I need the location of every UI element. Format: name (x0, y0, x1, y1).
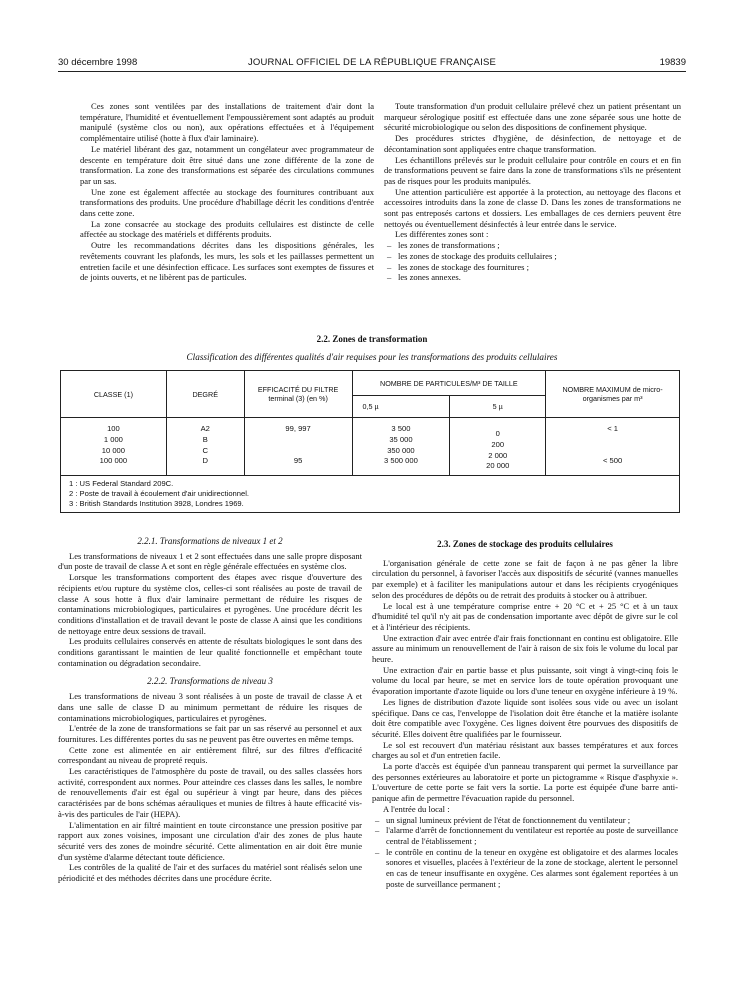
paragraph: La zone consacrée au stockage des produits cellulaires est distincte de celle affectée au stockage des matériels et différents produits. (80, 218, 374, 240)
list-item: – les zones de stockage des produits cellulaires ; (384, 251, 681, 262)
list-item: – le contrôle en continu de la teneur en oxygène est obligatoire et des alarmes locales sonores et visuelles, placées à l'extérieur de la zone de stockage, alertent le personnel en cas de teneur insuffisante en oxygène. Ces alarmes sont également reportées à un poste de surveillance permanent ; (372, 847, 678, 890)
table-cell: 20 000 (486, 461, 510, 471)
header-page-number: 19839 (659, 57, 686, 68)
header-efficacite: EFFICACITÉ DU FILTRE terminal (3) (en %) (244, 371, 352, 418)
table-cell: 200 (491, 439, 505, 449)
table-cell: 35 000 (389, 434, 413, 444)
header-date: 30 décembre 1998 (58, 57, 138, 68)
table-cell: 1 000 (103, 434, 123, 444)
paragraph: Les échantillons prélevés sur le produit cellulaire pour contrôle en cours et en fin de transformations peuvent se faire dans la zone de transformations s'ils ne présentent pas de risques pour les produits manipulés. (384, 154, 681, 186)
list-item: – les zones de transformations ; (384, 240, 681, 251)
table-cell: < 1 (607, 424, 618, 433)
header-micro-organismes: NOMBRE MAXIMUM de micro-organismes par m³ (546, 371, 680, 418)
column-degre (166, 418, 244, 476)
paragraph: Le local est à une température comprise entre + 20 °C et + 25 °C et à un taux d'humidité tel qu'il n'y ait pas de condensation importante avec dépôt de givre sur le col et à l'intérieur des récipients. (372, 600, 678, 632)
paragraph: Une extraction d'air avec entrée d'air frais fonctionnant en continu est obligatoire. Elle assure au minimum un renouvellement de l'air à raison de six fois le volume du local par heure. (372, 632, 678, 665)
paragraph: L'alimentation en air filtré maintient en toute circonstance une pression positive par rapport aux zones voisines, imposant une circulation d'air des zones de plus haute sécurité vers des zones de moindre sécurité. Cette alimentation en air doit être munie d'un système d'alarme détectant toute déficience. (58, 819, 362, 862)
table-cell: 350 000 (387, 445, 415, 455)
paragraph: Lorsque les transformations comportent des étapes avec risque d'ouverture des récipients et/ou rupture du système clos, celles-ci sont réalisées au poste de travail de classe A sous hotte à flux d'air laminaire permettant de réduire les risques de contaminations microbiologiques, particulaires et pyrogènes. Une procédure décrit les conditions d'installation et de travail devant le poste de classe A ainsi que les conditions de nettoyage entre deux sessions de travail. (58, 572, 362, 636)
paragraph: Les produits cellulaires conservés en attente de résultats biologiques le sont dans des conditions garantissant le maintien de leur qualité fonctionnelle et empêchant toute contamination ou dégradation secondaire. (58, 636, 362, 668)
paragraph: Ces zones sont ventilées par des installations de traitement d'air dont la température, l'humidité et éventuellement l'empoussièrement sont adaptés au produit manipulé (système clos ou non), aux opérations effectuées et à l'équipement complémentaire utilisé (hotte à flux d'air laminaire). (80, 101, 374, 144)
table-cell: 2 000 (488, 450, 508, 460)
paragraph: Toute transformation d'un produit cellulaire prélevé chez un patient présentant un marqueur sérologique positif est effectuée dans une zone séparée sous une hotte de sécurité microbiologique ou selon des dispositions de confinement physique. (384, 101, 681, 133)
list-item: – les zones annexes. (384, 272, 681, 283)
bottom-right-column (372, 539, 678, 890)
bottom-left-column (58, 536, 362, 884)
paragraph: A l'entrée du local : (383, 803, 450, 814)
paragraph: Une extraction d'air en partie basse et plus puissante, soit vingt à vingt-cinq fois le volume du local par heure, se met en service lors de toute opération provoquant une évaporation importante d'azote liquide ou lors d'une teneur en oxygène inférieure à 19 %. (372, 664, 678, 697)
table-cell: B (202, 434, 208, 444)
subsection-title-222: 2.2.2. Transformations de niveau 3 (147, 676, 273, 687)
paragraph: Cette zone est alimentée en air entièrement filtré, sur des filtres d'efficacité correspondant au niveau de propreté requis. (58, 744, 362, 766)
paragraph: Les caractéristiques de l'atmosphère du poste de travail, ou des salles classées hors activité, correspondent aux normes. Pour atteindre ces classes dans les salles, le nombre de renouvellements d'air est égal ou supérieur à vingt par heure, dans des pièces caractérisées par de bons schémas aérauliques et munies de filtres à haute efficacité vis-à-vis des particules de l'air (HEPA). (58, 766, 362, 819)
table-note: 1 : US Federal Standard 209C. (69, 479, 174, 488)
table-cell: C (202, 445, 208, 455)
table-note: 2 : Poste de travail à écoulement d'air unidirectionnel. (69, 489, 250, 498)
column-classe (61, 418, 167, 476)
air-quality-table (60, 370, 680, 513)
paragraph: L'entrée de la zone de transformations se fait par un sas réservé au personnel et aux fournitures. Les différentes portes du sas ne peuvent pas être ouvertes en même temps. (58, 723, 362, 744)
column-micro-organismes (546, 418, 680, 476)
paragraph: L'organisation générale de cette zone se fait de façon à ne pas gêner la libre circulation du personnel, à favoriser l'accès aux dispositifs de sécurité (vannes manuelles par exemple) et à faciliter les manipulations autour et dans les récipients cryogéniques selon des procédures de dépôts ou de retrait des produits à stocker ou à attribuer. (372, 557, 678, 600)
table-cell: D (202, 456, 208, 466)
header-particules-5: 5 µ (450, 396, 546, 418)
table-cell: A2 (200, 424, 210, 433)
subsection-title-221: 2.2.1. Transformations de niveaux 1 et 2 (137, 536, 283, 546)
header-classe: CLASSE (1) (61, 371, 167, 418)
list-item: – les zones de stockage des fournitures ; (384, 262, 681, 273)
column-efficacite (244, 418, 352, 476)
header-particules-05: 0,5 µ (352, 396, 450, 418)
paragraph: Une zone est également affectée au stockage des fournitures contribuant aux transformations des produits. Une procédure d'habillage décrit les conditions d'entrée dans cette zone. (80, 186, 374, 219)
paragraph: Une attention particulière est apportée à la protection, au nettoyage des flacons et accessoires introduits dans la zone de classe D. Dans les zones de transformations ne sont pas entreposés cartons et dossiers. Les emballages de ces derniers peuvent être nettoyés ou éventuellement désinfectés à leur entrée dans le service. (384, 186, 681, 229)
header-rule (58, 71, 686, 72)
paragraph: Les transformations de niveaux 1 et 2 sont effectuées dans une salle propre disposant d'un poste de travail de classe A et sont en règle générale effectuées en système clos. (58, 550, 362, 572)
table-cell: 100 (107, 424, 120, 433)
list-item: – l'alarme d'arrêt de fonctionnement du ventilateur est reportée au poste de surveillance central de l'établissement ; (372, 825, 678, 846)
table-note: 3 : British Standards Institution 3928, Londres 1969. (69, 499, 244, 508)
table-cell: 95 (293, 456, 303, 466)
table-notes (61, 476, 680, 513)
table-cell: 0 (495, 429, 500, 438)
top-left-column (80, 101, 374, 283)
table-cell: 3 500 (391, 424, 411, 433)
header-degre: DEGRÉ (166, 371, 244, 418)
paragraph: Les contrôles de la qualité de l'air et des surfaces du matériel sont réalisés selon une périodicité et des méthodes décrites dans une procédure écrite. (58, 862, 362, 884)
paragraph: Des procédures strictes d'hygiène, de désinfection, de nettoyage et de décontamination sont appliquées entre chaque transformation. (384, 133, 681, 154)
table-cell: 10 000 (101, 445, 126, 455)
paragraph: Le sol est recouvert d'un matériau résistant aux basses températures et aux forces charges au sol et d'un entretien facile. (372, 739, 678, 761)
table-cell: 99, 997 (285, 424, 311, 433)
list-item: – un signal lumineux prévient de l'état de fonctionnement du ventilateur ; (372, 815, 678, 826)
entry-requirements-list (372, 815, 678, 890)
table-caption: Classification des différentes qualités d'air requises pour les transformations des produits cellulaires (186, 352, 558, 362)
table-cell: 100 000 (99, 456, 128, 466)
paragraph: Les différentes zones sont : (395, 229, 489, 240)
subsection-title-23: 2.3. Zones de stockage des produits cellulaires (437, 539, 613, 549)
paragraph: Les lignes de distribution d'azote liquide sont isolées sous vide ou avec un isolant spécifique. Dans ce cas, l'enveloppe de l'isolation doit être étanche et la matière isolante doit être compatible avec l'oxygène. Ces lignes doivent être pourvues des dispositifs de sécurité. Elles doivent être qualifiées par le fournisseur. (372, 696, 678, 739)
section-title: 2.2. Zones de transformation (316, 334, 428, 344)
paragraph: Outre les recommandations décrites dans les dispositions générales, les revêtements couvrant les plafonds, les murs, les sols et les paillasses permettent un entretien facile et une désinfection efficace. Les surfaces sont exemptes de fissures et de joints ouverts, et ne libèrent pas de particules. (80, 240, 374, 283)
table-cell: < 500 (602, 456, 623, 466)
column-particules-05 (352, 418, 450, 476)
column-particules-5 (450, 418, 546, 476)
paragraph: La porte d'accès est équipée d'un panneau transparent qui permet la surveillance par des personnes extérieures au laboratoire et porte un pictogramme « Risque d'asphyxie ». L'ouverture de cette porte se fait vers la sortie. La porte est équipée d'une barre anti-panique afin de permettre l'évacuation rapide du personnel. (372, 761, 678, 804)
header-particules: NOMBRE DE PARTICULES/M³ DE TAILLE (352, 371, 546, 396)
table-cell: 3 500 000 (384, 456, 418, 466)
paragraph: Les transformations de niveau 3 sont réalisées à un poste de travail de classe A et dans une salle de classe D au minimum permettant de réduire les risques de contaminations microbiologiques, particulaires et pyrogènes. (58, 691, 362, 723)
header-title: JOURNAL OFFICIEL DE LA RÉPUBLIQUE FRANÇAISE (247, 57, 497, 68)
zone-list (384, 240, 681, 283)
top-right-column (384, 101, 681, 283)
paragraph: Le matériel libérant des gaz, notamment un congélateur avec programmateur de descente en température doit être situé dans une zone différente de la zone de transformation. La zone des transformations est séparée des circulations communes par un sas. (80, 143, 374, 186)
